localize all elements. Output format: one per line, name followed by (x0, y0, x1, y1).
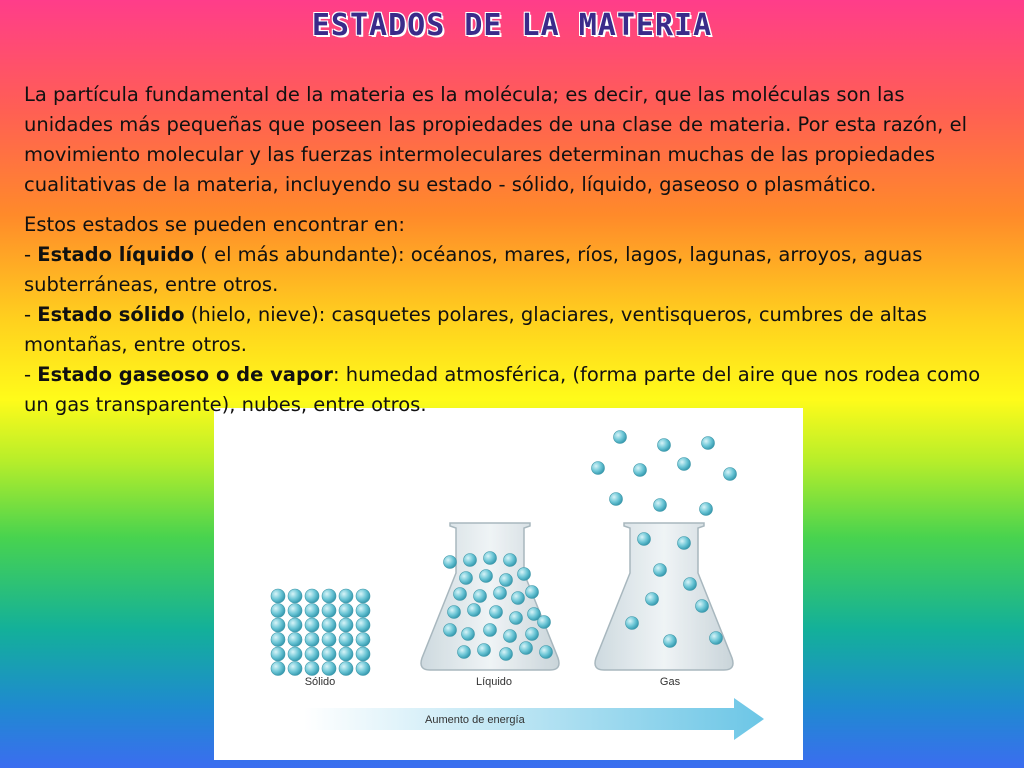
energy-arrow (304, 698, 764, 740)
body-text (24, 80, 984, 420)
molecule-icon (288, 647, 302, 661)
molecule-icon (526, 628, 539, 641)
slide-title: ESTADOS DE LA MATERIA (311, 8, 713, 43)
molecule-icon (664, 635, 677, 648)
molecule-icon (710, 632, 723, 645)
molecule-icon (448, 606, 461, 619)
molecule-icon (504, 630, 517, 643)
molecule-icon (658, 439, 671, 452)
solid-molecules (271, 589, 370, 676)
list-item-gas (24, 360, 984, 420)
molecule-icon (305, 662, 319, 676)
molecule-icon (696, 600, 709, 613)
molecule-icon (339, 647, 353, 661)
molecule-icon (271, 633, 285, 647)
molecule-icon (305, 589, 319, 603)
states-diagram (214, 408, 803, 760)
molecule-icon (271, 662, 285, 676)
molecule-icon (474, 590, 487, 603)
molecule-icon (271, 604, 285, 618)
molecule-icon (271, 647, 285, 661)
molecule-icon (702, 437, 715, 450)
molecule-icon (678, 458, 691, 471)
state-name: Estado líquido (37, 243, 195, 266)
molecule-icon (444, 624, 457, 637)
molecule-icon (538, 616, 551, 629)
molecule-icon (526, 586, 539, 599)
molecule-icon (305, 647, 319, 661)
molecule-icon (322, 633, 336, 647)
paragraph-intro: La partícula fundamental de la materia es la molécula; es decir, que las moléculas son las unidades más pequeñas que poseen las propiedades de una clase de materia. Por esta razón, el movimiento molecular y las fuerzas intermoleculares determinan muchas de las propiedades cualitativas de la materia, incluyendo su estado - sólido, líquido, gaseoso o plasmático. (24, 83, 967, 196)
molecule-icon (356, 604, 370, 618)
state-description: (hielo, nieve): casquetes polares, glaciares, ventisqueros, cumbres de altas montañas, entre otros. (24, 303, 927, 356)
molecule-icon (356, 647, 370, 661)
molecule-icon (322, 604, 336, 618)
states-list (24, 210, 984, 420)
state-name: Estado sólido (37, 303, 185, 326)
molecule-icon (356, 633, 370, 647)
molecule-icon (638, 533, 651, 546)
molecule-icon (339, 618, 353, 632)
molecule-icon (490, 606, 503, 619)
state-name: Estado gaseoso o de vapor (37, 363, 333, 386)
state-description: ( el más abundante): océanos, mares, ríos, lagos, lagunas, arroyos, aguas subterráneas, entre otros. (24, 243, 923, 296)
molecule-icon (454, 588, 467, 601)
molecule-icon (478, 644, 491, 657)
molecule-icon (484, 624, 497, 637)
label-liquid: Líquido (475, 676, 513, 688)
molecule-icon (512, 592, 525, 605)
molecule-icon (724, 468, 737, 481)
molecule-icon (271, 589, 285, 603)
state-description: : humedad atmosférica, (forma parte del aire que nos rodea como un gas transparente), nubes, entre otros. (24, 363, 981, 416)
molecule-icon (271, 618, 285, 632)
molecule-icon (500, 574, 513, 587)
molecule-icon (500, 648, 513, 661)
molecule-icon (462, 628, 475, 641)
molecule-icon (646, 593, 659, 606)
molecule-icon (654, 499, 667, 512)
molecule-icon (540, 646, 553, 659)
molecule-icon (678, 537, 691, 550)
bullet-dash: - (24, 363, 38, 386)
molecule-icon (504, 554, 517, 567)
molecule-icon (339, 604, 353, 618)
molecule-icon (520, 642, 533, 655)
molecule-icon (626, 617, 639, 630)
bullet-dash: - (24, 243, 38, 266)
molecule-icon (610, 493, 623, 506)
molecule-icon (288, 618, 302, 632)
molecule-icon (468, 604, 481, 617)
molecule-icon (484, 552, 497, 565)
states-intro: Estos estados se pueden encontrar en: (24, 213, 405, 236)
molecule-icon (510, 612, 523, 625)
molecule-icon (356, 662, 370, 676)
molecule-icon (288, 589, 302, 603)
list-item-solid (24, 300, 984, 360)
molecule-icon (444, 556, 457, 569)
molecule-icon (460, 572, 473, 585)
molecule-icon (464, 554, 477, 567)
bullet-dash: - (24, 303, 38, 326)
gas-flask (592, 431, 737, 671)
molecule-icon (288, 633, 302, 647)
molecule-icon (322, 589, 336, 603)
molecule-icon (684, 578, 697, 591)
label-gas: Gas (659, 676, 681, 688)
molecule-icon (700, 503, 713, 516)
molecule-icon (288, 662, 302, 676)
molecule-icon (592, 462, 605, 475)
list-item-liquid (24, 240, 984, 300)
energy-arrow-label: Aumento de energía (425, 714, 525, 726)
molecule-icon (288, 604, 302, 618)
molecule-icon (518, 568, 531, 581)
molecule-icon (458, 646, 471, 659)
molecule-icon (305, 604, 319, 618)
molecule-icon (339, 633, 353, 647)
molecule-icon (634, 464, 647, 477)
molecule-icon (322, 647, 336, 661)
molecule-icon (654, 564, 667, 577)
molecule-icon (322, 618, 336, 632)
molecule-icon (356, 618, 370, 632)
molecule-icon (339, 662, 353, 676)
label-solid: Sólido (304, 676, 336, 688)
molecule-icon (494, 587, 507, 600)
molecule-icon (356, 589, 370, 603)
molecule-icon (305, 618, 319, 632)
states-illustration (214, 408, 803, 760)
molecule-icon (322, 662, 336, 676)
molecule-icon (480, 570, 493, 583)
molecule-icon (614, 431, 627, 444)
molecule-icon (305, 633, 319, 647)
molecule-icon (339, 589, 353, 603)
liquid-flask (421, 523, 559, 670)
